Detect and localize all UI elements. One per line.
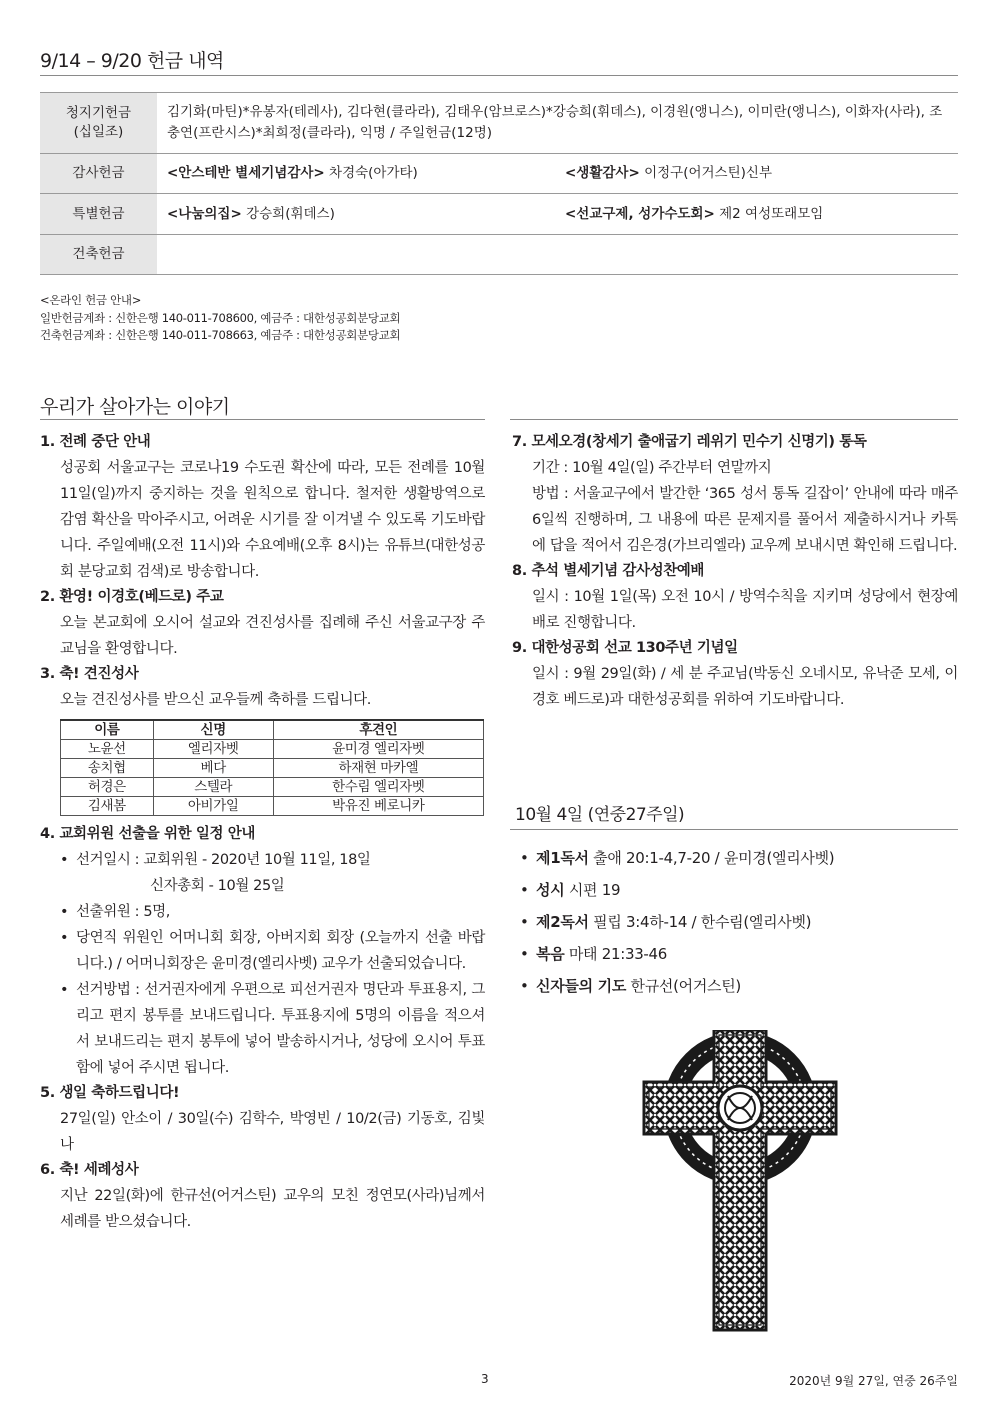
general-assembly-date: 신자총회 - 10월 25일 xyxy=(150,878,285,894)
election-date: • 선거일시 : 교회위원 - 2020년 10월 11일, 18일 xyxy=(40,847,485,873)
special-2-tag: <선교구제, 성가수도회> xyxy=(565,205,715,222)
cell-name: 허경은 xyxy=(61,778,154,797)
special-1-tag: <나눔의집> xyxy=(167,205,242,222)
tithe-label: 청지기헌금 (십일조) xyxy=(40,93,157,154)
stories-title: 우리가 살아가는 이야기 xyxy=(40,396,230,418)
cell-sponsor: 윤미경 엘리자벳 xyxy=(273,740,483,759)
cell-christian-name: 스텔라 xyxy=(153,778,273,797)
sunday-title: 10월 4일 (연중27주일) xyxy=(515,805,685,825)
story-8-body: 일시 : 10월 1일(목) 오전 10시 / 방역수칙을 지키며 성당에서 현장예배로 진행합니다. xyxy=(532,589,958,631)
election-members: • 선출위원 : 5명, xyxy=(40,899,485,925)
story-7-title: 7. 모세오경(창세기 출애굽기 레위기 민수기 신명기) 통독 xyxy=(512,434,867,450)
celtic-cross-icon xyxy=(640,1030,840,1335)
special-row xyxy=(40,194,958,235)
special-label: 특별헌금 xyxy=(40,194,157,235)
cell-sponsor: 박유진 베로니카 xyxy=(273,797,483,816)
story-3-body: 오늘 견진성사를 받으신 교우들께 축하를 드립니다. xyxy=(60,692,372,708)
gospel-text: 마태 21:33-46 xyxy=(564,945,668,963)
readings-list xyxy=(516,842,956,1002)
cell-christian-name: 엘리자벳 xyxy=(153,740,273,759)
thanks-label: 감사헌금 xyxy=(40,154,157,194)
cell-sponsor: 하재현 마카엘 xyxy=(273,759,483,778)
story-6-title: 6. 축! 세례성사 xyxy=(40,1162,139,1178)
gospel-label: 복음 xyxy=(536,945,565,963)
online-title: <온라인 헌금 안내> xyxy=(40,293,142,307)
cell-name: 김새봄 xyxy=(61,797,154,816)
left-column xyxy=(40,430,485,1235)
election-method: • 선거방법 : 선거권자에게 우편으로 피선거권자 명단과 투표용지, 그리고 편지 봉투를 보내드립니다. 투표용지에 5명의 이름을 적으셔서 보내드리는 편지 봉투에 넣어 발송하시거나, 성당에 오시어 투표함에 넣어 주시면 됩니다. xyxy=(40,977,485,1081)
table-row xyxy=(61,778,484,797)
table-row xyxy=(61,759,484,778)
story-2-title: 2. 환영! 이경호(베드로) 주교 xyxy=(40,589,224,605)
thanks-2-name: 이정구(어거스틴)신부 xyxy=(639,165,772,181)
stories-divider-right xyxy=(510,419,958,420)
thanks-1-tag: <안스테반 별세기념감사> xyxy=(167,165,325,181)
title-divider xyxy=(40,75,958,76)
story-5-title: 5. 생일 축하드립니다! xyxy=(40,1085,180,1101)
story-8-title: 8. 추석 별세기념 감사성찬예배 xyxy=(512,563,705,579)
story-6-body: 지난 22일(화)에 한규선(어거스틴) 교우의 모친 정연모(사라)님께서 세례를 받으셨습니다. xyxy=(60,1188,485,1230)
confirmation-table xyxy=(60,719,484,816)
cell-christian-name: 아비가일 xyxy=(153,797,273,816)
story-9-body: 일시 : 9월 29일(화) / 세 분 주교님(박동신 오네시모, 유낙준 모세, 이경호 베드로)과 대한성공회를 위하여 기도바랍니다. xyxy=(532,666,958,708)
footer-date: 2020년 9월 27일, 연중 26주일 xyxy=(789,1374,958,1388)
psalm-label: 성시 xyxy=(536,881,565,899)
prayers-label: 신자들의 기도 xyxy=(536,977,627,995)
table-row xyxy=(61,797,484,816)
cell-christian-name: 베다 xyxy=(153,759,273,778)
right-column xyxy=(512,430,958,713)
list-item xyxy=(516,842,956,874)
online-general-account: 일반헌금계좌 : 신한은행 140-011-708600, 예금주 : 대한성공회분당교회 xyxy=(40,310,401,325)
list-item xyxy=(516,938,956,970)
offering-table xyxy=(40,92,958,275)
list-item xyxy=(516,970,956,1002)
story-3-title: 3. 축! 견진성사 xyxy=(40,666,139,682)
story-2-body: 오늘 본교회에 오시어 설교와 견진성사를 집례해 주신 서울교구장 주교님을 환영합니다. xyxy=(60,615,485,657)
story-9-title: 9. 대한성공회 선교 130주년 기념일 xyxy=(512,640,738,656)
table-row xyxy=(61,740,484,759)
building-value xyxy=(157,235,958,275)
special-1-name: 강승희(휘데스) xyxy=(241,205,335,222)
special-2-name: 제2 여성또래모임 xyxy=(714,205,824,222)
story-5-body: 27일(일) 안소이 / 30일(수) 김학수, 박영빈 / 10/2(금) 기동호, 김빛나 xyxy=(60,1111,485,1153)
online-building-account: 건축헌금계좌 : 신한은행 140-011-708663, 예금주 : 대한성공회분당교회 xyxy=(40,328,401,342)
story-7-period: 기간 : 10월 4일(일) 주간부터 연말까지 xyxy=(532,460,772,476)
thanks-2-tag: <생활감사> xyxy=(565,165,640,181)
ex-officio-members: • 당연직 위원인 어머니회 회장, 아버지회 회장 (오늘까지 선출 바랍니다.) / 어머니회장은 윤미경(엘리사벳) 교우가 선출되었습니다. xyxy=(40,925,485,977)
psalm-text: 시편 19 xyxy=(564,881,621,899)
story-1-body: 성공회 서울교구는 코로나19 수도권 확산에 따라, 모든 전례를 10월 11일(일)까지 중지하는 것을 원칙으로 합니다. 철저한 생활방역으로 감염 확산을 막아주시고, 어려운 시기를 잘 이겨낼 수 있도록 기도바랍니다. 주일예배(오전 11시)와 수요예배(오후 8시)는 유튜브(대한성공회 분당교회 검색)로 방송합니다. xyxy=(60,460,485,580)
reading-2-label: 제2독서 xyxy=(536,913,589,931)
reading-1-label: 제1독서 xyxy=(536,849,589,867)
thanks-1-name: 차경숙(아가타) xyxy=(324,165,418,181)
story-1-title: 1. 전례 중단 안내 xyxy=(40,434,151,450)
confirmation-header-row xyxy=(61,720,484,740)
tithe-value: 김기화(마틴)*유봉자(테레사), 김다현(클라라), 김태우(암브로스)*강승희(휘데스), 이경원(앵니스), 이미란(앵니스), 이화자(사라), 조충연(프란시스)*최희정(클라라), 익명 / 주일헌금(12명) xyxy=(157,93,958,154)
cell-sponsor: 한수림 엘리자벳 xyxy=(273,778,483,797)
story-7-method: 방법 : 서울교구에서 발간한 ‘365 성서 통독 길잡이’ 안내에 따라 매주 6일씩 진행하며, 그 내용에 따른 문제지를 풀어서 제출하시거나 카톡에 답을 적어서 김은경(가브리엘라) 교우께 보내시면 확인해 드립니다. xyxy=(532,486,958,554)
col-header-christian-name: 신명 xyxy=(153,720,273,740)
sunday-divider xyxy=(510,829,958,830)
col-header-name: 이름 xyxy=(61,720,154,740)
prayers-text: 한규선(어거스틴) xyxy=(626,977,741,995)
story-4-title: 4. 교회위원 선출을 위한 일정 안내 xyxy=(40,826,255,842)
building-row xyxy=(40,235,958,275)
cell-name: 노윤선 xyxy=(61,740,154,759)
reading-2-text: 필립 3:4하-14 / 한수림(엘리사벳) xyxy=(588,913,812,931)
page-number: 3 xyxy=(481,1372,489,1386)
cell-name: 송치협 xyxy=(61,759,154,778)
tithe-row xyxy=(40,93,958,154)
list-item xyxy=(516,874,956,906)
reading-1-text: 출애 20:1-4,7-20 / 윤미경(엘리사벳) xyxy=(588,849,835,867)
building-label: 건축헌금 xyxy=(40,235,157,275)
online-offering-info xyxy=(40,292,400,345)
col-header-sponsor: 후견인 xyxy=(273,720,483,740)
stories-divider-left xyxy=(40,419,485,420)
list-item xyxy=(516,906,956,938)
thanks-row xyxy=(40,154,958,194)
offering-title: 9/14 – 9/20 헌금 내역 xyxy=(40,50,224,72)
